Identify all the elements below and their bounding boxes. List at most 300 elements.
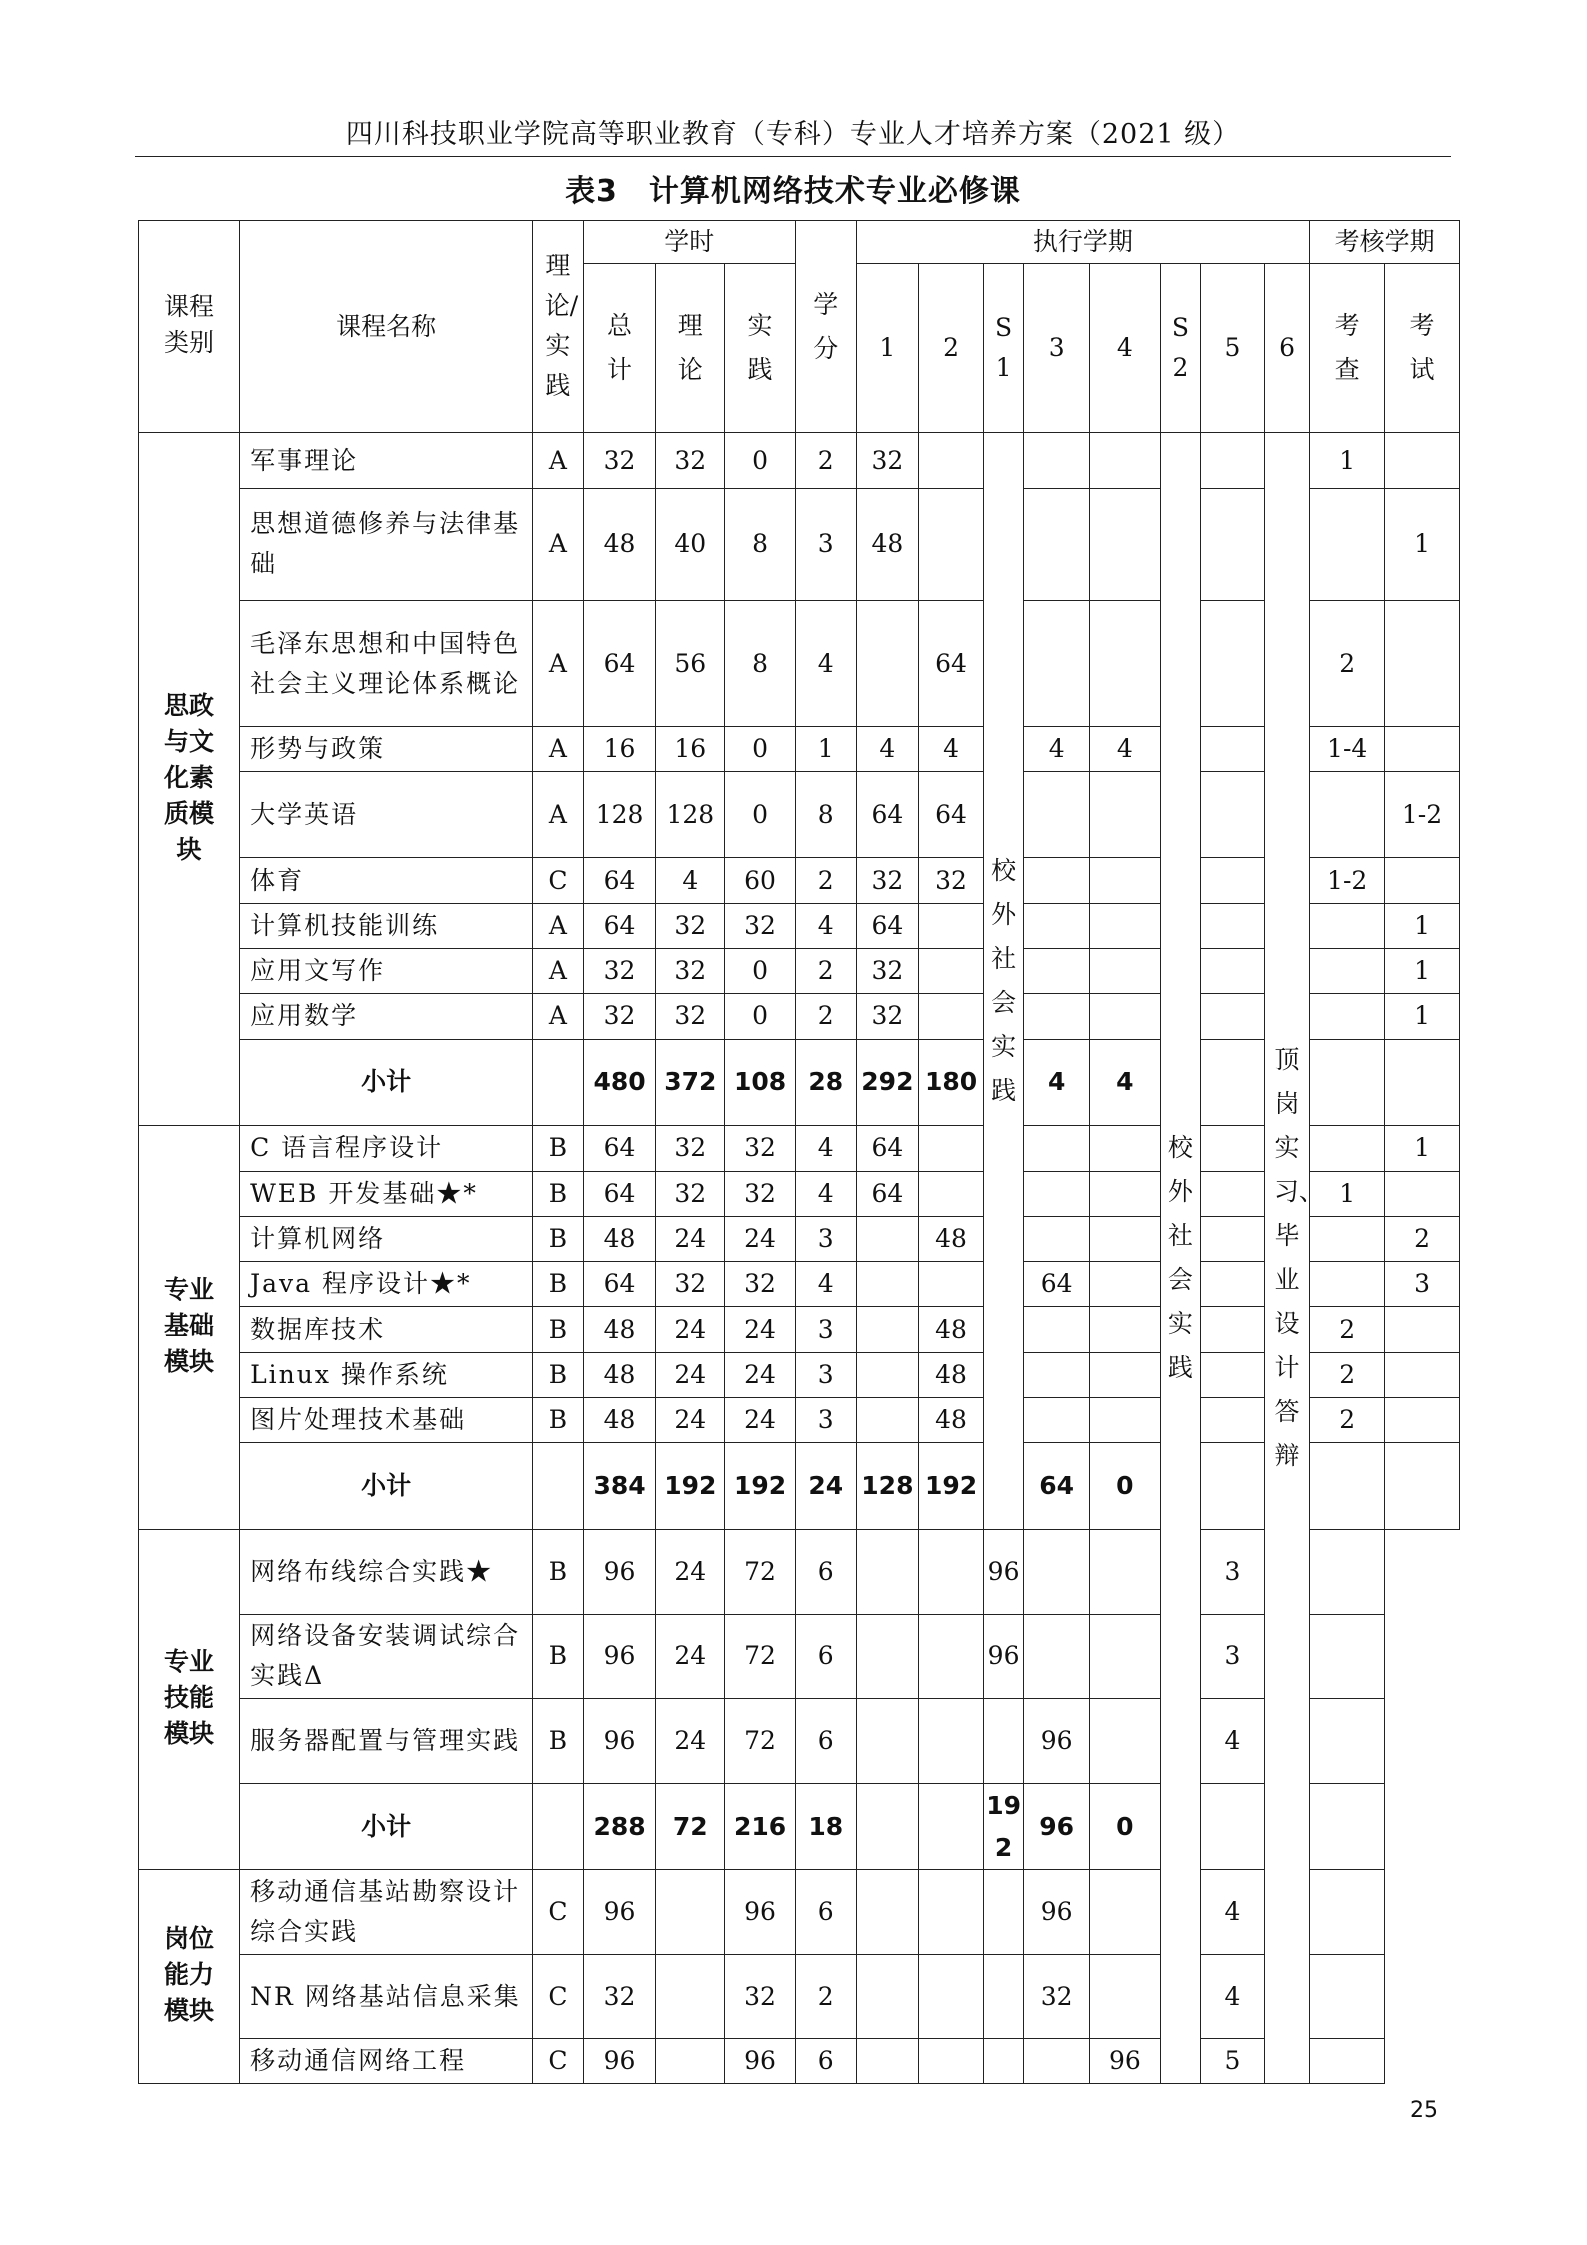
cell-total: 48	[583, 1307, 656, 1352]
table-row	[139, 771, 1460, 858]
cell-practice: 24	[725, 1216, 796, 1261]
cell-check: 5	[1201, 2039, 1265, 2084]
cell-t1	[856, 1530, 919, 1615]
cell-t2	[919, 1699, 984, 1784]
cell-type: B	[533, 1614, 584, 1699]
cell-t1	[856, 1783, 919, 1870]
table-row	[139, 1352, 1460, 1397]
cell-total: 32	[583, 949, 656, 994]
cell-practice: 96	[725, 2039, 796, 2084]
cell-t5	[1089, 1614, 1160, 1699]
table-row	[139, 727, 1460, 771]
cell-type	[533, 1443, 584, 1530]
cell-type: A	[533, 433, 584, 488]
course-name: 网络设备安装调试综合实践Δ	[240, 1614, 533, 1699]
table-title: 表3 计算机网络技术专业必修课	[565, 174, 1021, 209]
cell-practice: 72	[725, 1614, 796, 1699]
cell-t2	[919, 433, 984, 488]
cell-total: 128	[583, 771, 656, 858]
cell-total: 96	[583, 1530, 656, 1615]
cell-t1: 32	[856, 433, 919, 488]
cell-check	[1201, 1783, 1265, 1870]
category-label: 岗位能力模块	[139, 1870, 240, 2084]
cell-exam	[1385, 1398, 1460, 1443]
cell-practice: 72	[725, 1699, 796, 1784]
cell-exam	[1385, 1352, 1460, 1397]
cell-t3	[1024, 433, 1090, 488]
cell-practice: 0	[725, 727, 796, 771]
cell-t2	[919, 1614, 984, 1699]
cell-type: A	[533, 488, 584, 600]
cell-exam	[1310, 1783, 1385, 1870]
table-row	[139, 1954, 1460, 2039]
cell-theory: 32	[656, 994, 725, 1039]
col-sem-2: 2	[919, 264, 984, 433]
cell-type: C	[533, 1870, 584, 1955]
cell-t3	[983, 1699, 1023, 1784]
cell-practice: 72	[725, 1530, 796, 1615]
cell-t2: 4	[919, 727, 984, 771]
table-row	[139, 1614, 1460, 1699]
cell-exam: 1	[1385, 1126, 1460, 1171]
cell-total: 32	[583, 994, 656, 1039]
cell-total: 16	[583, 727, 656, 771]
cell-type: B	[533, 1530, 584, 1615]
cell-check	[1310, 488, 1385, 600]
cell-practice: 96	[725, 1870, 796, 1955]
cell-check: 3	[1201, 1530, 1265, 1615]
cell-t1: 64	[856, 903, 919, 948]
table-row	[139, 1126, 1460, 1171]
cell-t4: 0	[1089, 1443, 1160, 1530]
header-rule	[135, 156, 1451, 157]
cell-t3	[1024, 1216, 1090, 1261]
cell-credits: 8	[795, 771, 856, 858]
cell-type: C	[533, 1954, 584, 2039]
cell-t2	[919, 903, 984, 948]
cell-t5	[1201, 949, 1265, 994]
cell-check: 2	[1310, 1398, 1385, 1443]
course-name: 小计	[240, 1783, 533, 1870]
cell-type: B	[533, 1352, 584, 1397]
cell-t1: 292	[856, 1039, 919, 1126]
cell-t5	[1201, 994, 1265, 1039]
table-row	[139, 1398, 1460, 1443]
course-name: 应用数学	[240, 994, 533, 1039]
cell-t2: 32	[919, 858, 984, 903]
cell-type	[533, 1039, 584, 1126]
cell-t4: 4	[1089, 727, 1160, 771]
cell-practice: 108	[725, 1039, 796, 1126]
cell-t4	[1089, 1171, 1160, 1216]
cell-t1	[856, 1307, 919, 1352]
cell-t4	[1089, 488, 1160, 600]
course-name: Java 程序设计★*	[240, 1262, 533, 1307]
cell-type: A	[533, 771, 584, 858]
cell-total: 96	[583, 2039, 656, 2084]
cell-t3	[1024, 1307, 1090, 1352]
course-name: 形势与政策	[240, 727, 533, 771]
cell-check	[1310, 903, 1385, 948]
cell-t3	[1024, 771, 1090, 858]
cell-type: B	[533, 1216, 584, 1261]
cell-t2	[919, 1954, 984, 2039]
cell-t1	[856, 1262, 919, 1307]
cell-theory	[656, 1954, 725, 2039]
course-name: 小计	[240, 1039, 533, 1126]
cell-credits: 6	[795, 1614, 856, 1699]
cell-credits: 4	[795, 1126, 856, 1171]
cell-t4	[1089, 771, 1160, 858]
cell-t4	[1089, 1126, 1160, 1171]
cell-type: B	[533, 1126, 584, 1171]
course-name: 大学英语	[240, 771, 533, 858]
cell-t5	[1201, 488, 1265, 600]
cell-check	[1310, 1262, 1385, 1307]
cell-type: B	[533, 1307, 584, 1352]
cell-theory: 40	[656, 488, 725, 600]
cell-t2: 64	[919, 771, 984, 858]
table-row	[139, 903, 1460, 948]
cell-t5	[1201, 771, 1265, 858]
cell-check	[1310, 1443, 1385, 1530]
cell-practice: 8	[725, 600, 796, 727]
page-number: 25	[1410, 2098, 1438, 2123]
col-sem-s1: S1	[983, 264, 1023, 433]
cell-check	[1310, 771, 1385, 858]
cell-check: 2	[1310, 1307, 1385, 1352]
cell-type: C	[533, 2039, 584, 2084]
cell-type: C	[533, 858, 584, 903]
cell-t1: 64	[856, 1171, 919, 1216]
table-row	[139, 858, 1460, 903]
cell-t4	[1089, 949, 1160, 994]
cell-t3	[1024, 1352, 1090, 1397]
cell-total: 64	[583, 600, 656, 727]
cell-type: A	[533, 949, 584, 994]
subtotal-row	[139, 1039, 1460, 1126]
cell-t1: 48	[856, 488, 919, 600]
cell-t2	[919, 1126, 984, 1171]
cell-t1: 128	[856, 1443, 919, 1530]
cell-practice: 60	[725, 858, 796, 903]
cell-exam: 3	[1385, 1262, 1460, 1307]
course-name: 计算机技能训练	[240, 903, 533, 948]
cell-t5	[1201, 1126, 1265, 1171]
cell-t4	[1089, 1262, 1160, 1307]
cell-t1	[856, 1216, 919, 1261]
cell-theory: 24	[656, 1216, 725, 1261]
cell-exam	[1385, 1039, 1460, 1126]
table-row	[139, 1307, 1460, 1352]
cell-check: 1	[1310, 433, 1385, 488]
cell-t4	[1024, 1614, 1090, 1699]
cell-t3: 4	[1024, 1039, 1090, 1126]
cell-total: 48	[583, 1216, 656, 1261]
cell-theory: 372	[656, 1039, 725, 1126]
col-total: 总计	[583, 264, 656, 433]
cell-practice: 216	[725, 1783, 796, 1870]
col-theory: 理论	[656, 264, 725, 433]
cell-total: 96	[583, 1699, 656, 1784]
cell-type: B	[533, 1171, 584, 1216]
cell-exam	[1310, 1870, 1385, 1955]
cell-t1: 32	[856, 949, 919, 994]
cell-t4: 4	[1089, 1039, 1160, 1126]
course-name: 应用文写作	[240, 949, 533, 994]
table-row	[139, 994, 1460, 1039]
cell-exam	[1385, 1171, 1460, 1216]
course-name: 计算机网络	[240, 1216, 533, 1261]
cell-practice: 0	[725, 771, 796, 858]
cell-t4	[1089, 994, 1160, 1039]
cell-practice: 8	[725, 488, 796, 600]
cell-t5	[1201, 1307, 1265, 1352]
cell-total: 64	[583, 1262, 656, 1307]
cell-credits: 3	[795, 1307, 856, 1352]
cell-t3	[1024, 1126, 1090, 1171]
cell-t4	[1089, 1352, 1160, 1397]
table-row	[139, 433, 1460, 488]
cell-t3: 96	[983, 1614, 1023, 1699]
cell-theory: 32	[656, 949, 725, 994]
cell-theory: 32	[656, 433, 725, 488]
cell-theory: 24	[656, 1699, 725, 1784]
offcampus-practice-s1: 校外社会实践	[983, 433, 1023, 1530]
cell-theory	[656, 1870, 725, 1955]
cell-type: B	[533, 1262, 584, 1307]
cell-t1: 4	[856, 727, 919, 771]
cell-credits: 18	[795, 1783, 856, 1870]
cell-credits: 24	[795, 1443, 856, 1530]
cell-credits: 3	[795, 1398, 856, 1443]
category-label: 专业技能模块	[139, 1530, 240, 1870]
col-hours: 学时	[583, 221, 795, 264]
cell-t2: 48	[919, 1352, 984, 1397]
cell-t2: 48	[919, 1398, 984, 1443]
cell-exam	[1310, 2039, 1385, 2084]
course-name: 体育	[240, 858, 533, 903]
col-sem-4: 4	[1089, 264, 1160, 433]
course-name: 军事理论	[240, 433, 533, 488]
cell-check: 2	[1310, 1352, 1385, 1397]
cell-exam	[1310, 1530, 1385, 1615]
cell-t2: 48	[919, 1307, 984, 1352]
cell-exam	[1310, 1954, 1385, 2039]
cell-t2	[919, 994, 984, 1039]
cell-t4	[1024, 2039, 1090, 2084]
cell-t5	[1201, 1262, 1265, 1307]
cell-credits: 2	[795, 433, 856, 488]
cell-t1: 32	[856, 994, 919, 1039]
course-name: Linux 操作系统	[240, 1352, 533, 1397]
cell-type: A	[533, 727, 584, 771]
table-row	[139, 1216, 1460, 1261]
cell-t3	[983, 1870, 1023, 1955]
cell-t4	[1089, 1398, 1160, 1443]
cell-exam	[1385, 1307, 1460, 1352]
cell-credits: 4	[795, 600, 856, 727]
cell-t1	[856, 1870, 919, 1955]
cell-credits: 3	[795, 1216, 856, 1261]
cell-total: 288	[583, 1783, 656, 1870]
cell-t3	[983, 2039, 1023, 2084]
course-name: 数据库技术	[240, 1307, 533, 1352]
table-row	[139, 600, 1460, 727]
cell-t5	[1201, 600, 1265, 727]
cell-total: 96	[583, 1870, 656, 1955]
cell-exam	[1310, 1699, 1385, 1784]
cell-t3: 64	[1024, 1443, 1090, 1530]
cell-credits: 6	[795, 1699, 856, 1784]
cell-t3: 192	[983, 1783, 1023, 1870]
cell-t1	[856, 1614, 919, 1699]
cell-t5	[1201, 1039, 1265, 1126]
cell-t1: 64	[856, 771, 919, 858]
cell-t3	[983, 1954, 1023, 2039]
cell-t3	[1024, 1171, 1090, 1216]
cell-exam	[1385, 858, 1460, 903]
cell-credits: 6	[795, 1870, 856, 1955]
cell-t3	[1024, 488, 1090, 600]
cell-t2: 64	[919, 600, 984, 727]
cell-type: B	[533, 1398, 584, 1443]
cell-practice: 0	[725, 994, 796, 1039]
course-name: 服务器配置与管理实践	[240, 1699, 533, 1784]
cell-check: 4	[1201, 1699, 1265, 1784]
cell-check	[1310, 949, 1385, 994]
cell-t4	[1024, 1530, 1090, 1615]
cell-t4	[1089, 858, 1160, 903]
cell-check: 2	[1310, 600, 1385, 727]
cell-theory: 32	[656, 1171, 725, 1216]
cell-credits: 28	[795, 1039, 856, 1126]
cell-total: 480	[583, 1039, 656, 1126]
cell-theory: 32	[656, 1262, 725, 1307]
cell-t4: 96	[1024, 1870, 1090, 1955]
cell-t2	[919, 1171, 984, 1216]
col-practice: 实践	[725, 264, 796, 433]
cell-t5	[1089, 1954, 1160, 2039]
cell-t5	[1201, 858, 1265, 903]
cell-exam: 1-2	[1385, 771, 1460, 858]
cell-t2	[919, 1530, 984, 1615]
cell-t2	[919, 2039, 984, 2084]
cell-practice: 24	[725, 1307, 796, 1352]
course-name: 移动通信基站勘察设计综合实践	[240, 1870, 533, 1955]
col-sem-3: 3	[1024, 264, 1090, 433]
cell-exam	[1385, 600, 1460, 727]
cell-t4: 32	[1024, 1954, 1090, 2039]
col-type: 理论/实践	[533, 221, 584, 433]
cell-theory: 16	[656, 727, 725, 771]
cell-theory: 72	[656, 1783, 725, 1870]
cell-credits: 4	[795, 1262, 856, 1307]
cell-t5	[1201, 727, 1265, 771]
course-name: C 语言程序设计	[240, 1126, 533, 1171]
cell-practice: 192	[725, 1443, 796, 1530]
cell-total: 32	[583, 1954, 656, 2039]
course-name: 小计	[240, 1443, 533, 1530]
cell-exam	[1385, 1443, 1460, 1530]
cell-credits: 2	[795, 1954, 856, 2039]
cell-t1	[856, 1398, 919, 1443]
table-row	[139, 2039, 1460, 2084]
cell-t3: 4	[1024, 727, 1090, 771]
cell-type: A	[533, 994, 584, 1039]
col-name: 课程名称	[240, 221, 533, 433]
cell-total: 96	[583, 1614, 656, 1699]
cell-theory: 128	[656, 771, 725, 858]
table-row	[139, 1262, 1460, 1307]
cell-t5	[1089, 1870, 1160, 1955]
cell-credits: 6	[795, 1530, 856, 1615]
cell-check: 1-4	[1310, 727, 1385, 771]
cell-t5	[1201, 433, 1265, 488]
cell-check	[1310, 1039, 1385, 1126]
cell-t1	[856, 2039, 919, 2084]
col-credits: 学分	[795, 221, 856, 433]
cell-t4	[1089, 433, 1160, 488]
cell-t3	[1024, 600, 1090, 727]
header-row-1	[139, 221, 1460, 264]
cell-t2: 48	[919, 1216, 984, 1261]
course-name: 网络布线综合实践★	[240, 1530, 533, 1615]
cell-type: A	[533, 903, 584, 948]
cell-t1	[856, 1352, 919, 1397]
cell-exam: 2	[1385, 1216, 1460, 1261]
cell-t2	[919, 1262, 984, 1307]
col-sem-5: 5	[1201, 264, 1265, 433]
table-row	[139, 1530, 1460, 1615]
cell-total: 48	[583, 1352, 656, 1397]
cell-theory: 192	[656, 1443, 725, 1530]
cell-t1	[856, 1954, 919, 2039]
cell-t2	[919, 1870, 984, 1955]
course-name: 图片处理技术基础	[240, 1398, 533, 1443]
col-exam-check: 考查	[1310, 264, 1385, 433]
cell-total: 48	[583, 488, 656, 600]
cell-theory	[656, 2039, 725, 2084]
cell-t3	[1024, 1398, 1090, 1443]
cell-t5	[1201, 1171, 1265, 1216]
cell-t5	[1089, 1530, 1160, 1615]
cell-t1	[856, 600, 919, 727]
col-exam: 考试	[1385, 264, 1460, 433]
col-sem-s2: S2	[1160, 264, 1200, 433]
category-label: 专业基础模块	[139, 1126, 240, 1530]
cell-credits: 6	[795, 2039, 856, 2084]
cell-exam	[1310, 1614, 1385, 1699]
cell-credits: 1	[795, 727, 856, 771]
cell-check: 1	[1310, 1171, 1385, 1216]
cell-practice: 32	[725, 903, 796, 948]
col-sem-6: 6	[1264, 264, 1309, 433]
cell-t4: 96	[1024, 1699, 1090, 1784]
course-name: 思想道德修养与法律基础	[240, 488, 533, 600]
cell-check: 4	[1201, 1870, 1265, 1955]
cell-theory: 32	[656, 1126, 725, 1171]
cell-exam	[1385, 727, 1460, 771]
cell-practice: 0	[725, 433, 796, 488]
cell-theory: 56	[656, 600, 725, 727]
col-assessment: 考核学期	[1310, 221, 1460, 264]
cell-total: 64	[583, 1126, 656, 1171]
col-category: 课程类别	[139, 221, 240, 433]
cell-t2	[919, 949, 984, 994]
category-label: 思政与文化素质模块	[139, 433, 240, 1126]
cell-t5	[1201, 1443, 1265, 1530]
